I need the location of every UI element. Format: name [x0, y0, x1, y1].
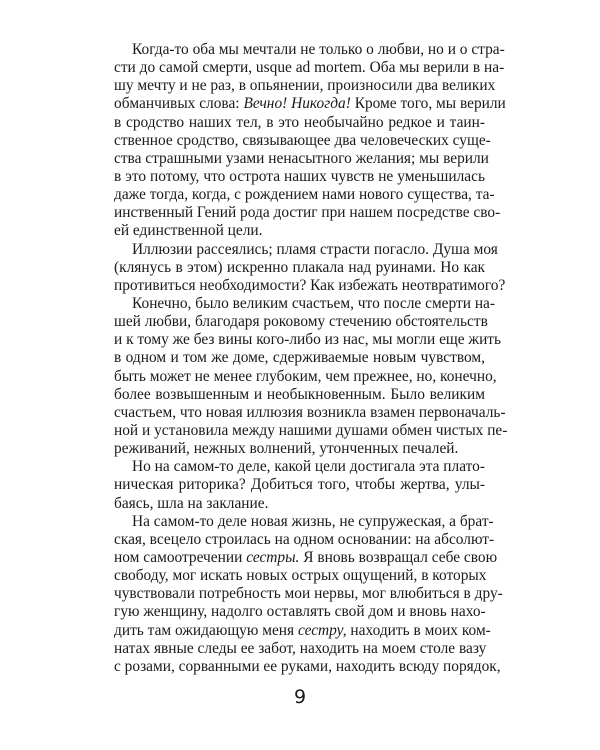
text-line: в одном и том же доме, сдерживаемые новым чувством,: [114, 349, 485, 367]
text-line: с розами, сорванными ее руками, находить всюду порядок,: [114, 657, 501, 675]
text-line: быть может не менее глубоким, чем прежнее, но, конечно,: [114, 367, 497, 385]
text-line: счастьем, что новая иллюзия возникла взамен первоначаль-: [114, 403, 506, 421]
text-line: На самом-то деле новая жизнь, не супружеская, а брат-: [132, 512, 494, 530]
text-line: реживаний, нежных волнений, утонченных печалей.: [114, 440, 459, 458]
text-line: шей любви, благодаря роковому стечению обстоятельств: [114, 313, 488, 331]
text-line: ственное сродство, связывающее два человеческих суще-: [114, 131, 491, 149]
text-line: Конечно, было великим счастьем, что после смерти на-: [132, 295, 496, 312]
text-line: свободу, мог искать новых острых ощущений, в которых: [114, 567, 487, 585]
text-line: натах явные следы ее забот, находить на моем столе вазу: [114, 639, 487, 657]
text-line: инственный Гений рода достиг при нашем посредстве сво-: [114, 204, 501, 222]
text-line: даже тогда, когда, с рождением нами нового существа, та-: [114, 186, 495, 204]
text-line: ская, всецело строилась на одном основании: на абсолют-: [114, 530, 495, 548]
text-line: (клянусь в этом) искренно плакала над руинами. Но как: [114, 258, 485, 276]
text-line: ства страшными узами ненасытного желания; мы верили: [114, 149, 489, 167]
text-line: в это потому, что острота наших чувств не уменьшилась: [114, 168, 485, 185]
text-line: ной и установила между нашими душами обмен чистых пе-: [114, 422, 508, 439]
text-line: чувствовали потребность мои нервы, мог влюбиться в дру-: [114, 585, 503, 603]
text-line: баясь, шла на заклание.: [114, 494, 269, 512]
text-line: Когда-то оба мы мечтали не только о любви, но и о стра-: [132, 41, 505, 58]
text-line: ническая риторика? Добиться того, чтобы жертва, улы-: [114, 476, 485, 494]
text-line: в сродство наших тел, в это необычайно редкое и таин-: [114, 113, 485, 131]
text-line: противиться необходимости? Как избежать неотвратимого?: [114, 276, 506, 294]
text-line: и к тому же без вины кого-либо из нас, мы могли еще жить: [114, 331, 502, 349]
text-line: Иллюзии рассеялись; пламя страсти погасло. Душа моя: [132, 240, 498, 258]
text-line: более возвышенным и необыкновенным. Было великим: [114, 385, 485, 403]
text-line: гую женщину, надолго оставлять свой дом и вновь нахо-: [114, 603, 486, 621]
text-line: ей единственной цели.: [114, 222, 263, 240]
text-line: шу мечту и не раз, в опьянении, произносили два великих: [114, 77, 496, 95]
text-line: сти до самой смерти, usque ad mortem. Оба мы верили в на-: [114, 59, 505, 77]
text-line: Но на самом-то деле, какой цели достигала эта плато-: [132, 458, 485, 476]
text-line: ном самоотречении сестры. Я вновь возвращал себе свою: [114, 549, 498, 566]
text-line: дить там ожидающую меня сестру, находить в моих ком-: [114, 621, 491, 639]
page-number: 9: [293, 686, 307, 708]
text-line: обманчивых слова: Вечно! Никогда! Кроме того, мы верили: [114, 95, 506, 113]
